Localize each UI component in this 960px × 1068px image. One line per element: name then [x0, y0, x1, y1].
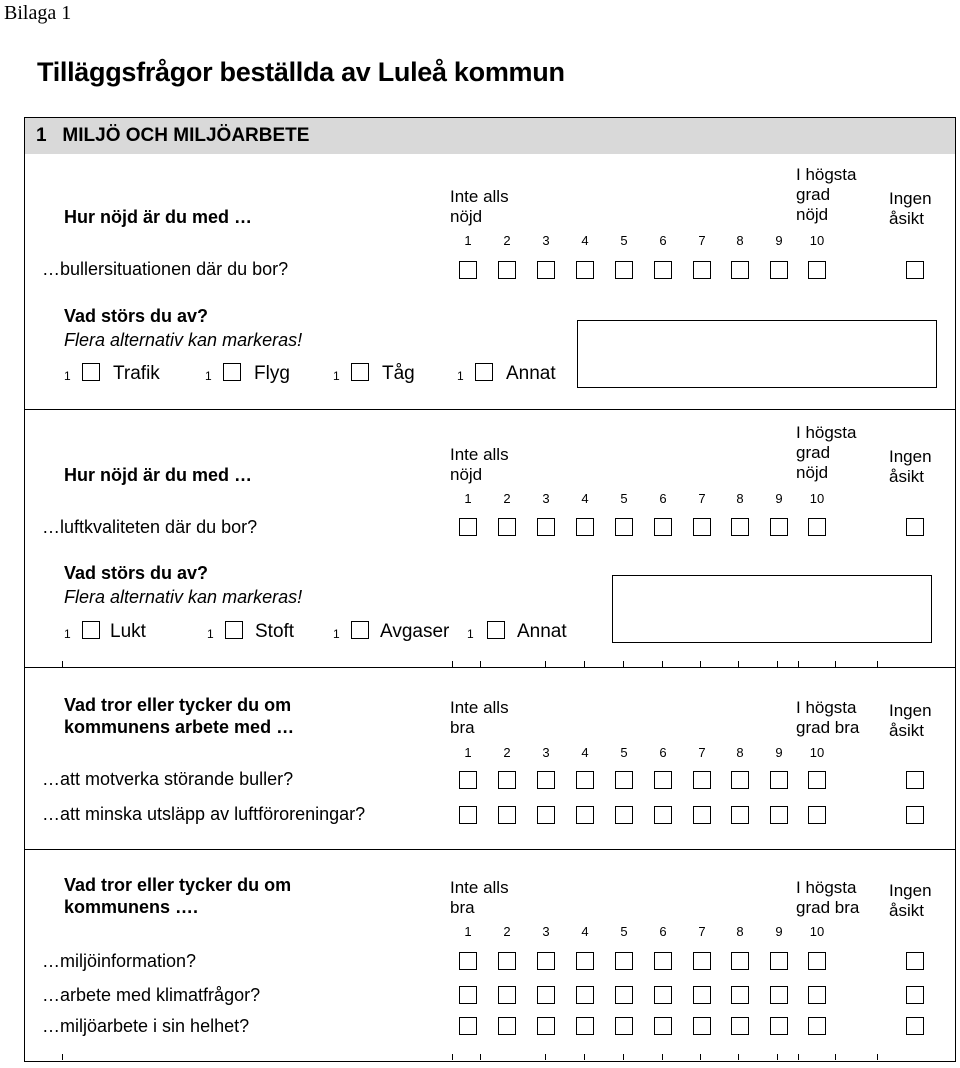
no-opinion-checkbox[interactable]	[906, 518, 924, 536]
scale-number: 10	[809, 233, 825, 248]
scale-number: 3	[542, 924, 550, 939]
rating-checkbox-4[interactable]	[576, 261, 594, 279]
rating-checkbox-10[interactable]	[808, 518, 826, 536]
ruler-tick	[662, 661, 663, 667]
rating-checkbox-4[interactable]	[576, 518, 594, 536]
rating-checkbox-4[interactable]	[576, 806, 594, 824]
scale-number: 3	[542, 233, 550, 248]
scale-number: 5	[620, 491, 628, 506]
scale-number: 2	[503, 233, 511, 248]
question-item: …att motverka störande buller?	[42, 769, 294, 789]
disturbance-question: Vad störs du av?	[64, 563, 209, 583]
option-code: 1	[457, 369, 464, 383]
no-opinion-checkbox[interactable]	[906, 261, 924, 279]
scale-number: 2	[503, 745, 511, 760]
rating-checkbox-6[interactable]	[654, 952, 672, 970]
option-label-trafik: Trafik	[113, 363, 160, 384]
rating-checkbox-9[interactable]	[770, 1017, 788, 1035]
rating-checkbox-8[interactable]	[731, 806, 749, 824]
no-opinion-checkbox[interactable]	[906, 952, 924, 970]
scale-no-opinion-label: Ingen åsikt	[889, 447, 932, 486]
scale-number: 10	[809, 924, 825, 939]
option-label-flyg: Flyg	[254, 363, 290, 384]
rating-checkbox-9[interactable]	[770, 806, 788, 824]
ruler-tick	[877, 661, 878, 667]
block-divider	[25, 849, 955, 850]
scale-number: 1	[464, 233, 472, 248]
rating-checkbox-7[interactable]	[693, 1017, 711, 1035]
rating-checkbox-9[interactable]	[770, 986, 788, 1004]
scale-number: 8	[736, 491, 744, 506]
scale-number: 7	[698, 233, 706, 248]
scale-low-label: Inte alls nöjd	[450, 445, 509, 484]
rating-checkbox-5[interactable]	[615, 261, 633, 279]
page-title: Tilläggsfrågor beställda av Luleå kommun	[37, 57, 565, 87]
scale-low-label: Inte alls nöjd	[450, 187, 509, 226]
rating-checkbox-2[interactable]	[498, 771, 516, 789]
rating-checkbox-2[interactable]	[498, 261, 516, 279]
rating-checkbox-3[interactable]	[537, 261, 555, 279]
ruler-tick	[62, 661, 63, 667]
rating-checkbox-1[interactable]	[459, 1017, 477, 1035]
rating-checkbox-8[interactable]	[731, 261, 749, 279]
rating-checkbox-10[interactable]	[808, 261, 826, 279]
option-code: 1	[467, 627, 474, 641]
rating-checkbox-6[interactable]	[654, 986, 672, 1004]
ruler-tick	[480, 1054, 481, 1060]
rating-checkbox-1[interactable]	[459, 952, 477, 970]
rating-checkbox-7[interactable]	[693, 771, 711, 789]
other-text-box[interactable]	[612, 575, 932, 643]
rating-checkbox-2[interactable]	[498, 952, 516, 970]
scale-number: 4	[581, 491, 589, 506]
rating-checkbox-3[interactable]	[537, 806, 555, 824]
question-item: …att minska utsläpp av luftföroreningar?	[42, 804, 366, 824]
scale-no-opinion-label: Ingen åsikt	[889, 189, 932, 228]
scale-number: 10	[809, 491, 825, 506]
ruler-tick	[777, 1054, 778, 1060]
ruler-tick	[623, 1054, 624, 1060]
scale-number: 8	[736, 924, 744, 939]
ruler-tick	[62, 1054, 63, 1060]
block-divider	[25, 667, 955, 668]
rating-checkbox-5[interactable]	[615, 1017, 633, 1035]
rating-checkbox-7[interactable]	[693, 952, 711, 970]
ruler-tick	[545, 1054, 546, 1060]
option-label-lukt: Lukt	[110, 621, 146, 642]
option-code: 1	[64, 369, 71, 383]
section-heading	[36, 125, 309, 147]
option-checkbox-avgaser[interactable]	[351, 621, 369, 639]
ruler-tick	[584, 661, 585, 667]
rating-checkbox-7[interactable]	[693, 261, 711, 279]
scale-low-label: Inte alls bra	[450, 878, 509, 917]
rating-checkbox-9[interactable]	[770, 771, 788, 789]
rating-checkbox-3[interactable]	[537, 518, 555, 536]
rating-checkbox-5[interactable]	[615, 952, 633, 970]
scale-number: 3	[542, 491, 550, 506]
rating-checkbox-8[interactable]	[731, 952, 749, 970]
scale-high-label: I högsta grad bra	[796, 698, 860, 737]
scale-number: 4	[581, 745, 589, 760]
ruler-tick	[700, 661, 701, 667]
rating-checkbox-1[interactable]	[459, 986, 477, 1004]
scale-number: 7	[698, 491, 706, 506]
rating-checkbox-8[interactable]	[731, 986, 749, 1004]
scale-number: 6	[659, 233, 667, 248]
scale-number: 9	[775, 233, 783, 248]
rating-checkbox-3[interactable]	[537, 952, 555, 970]
ruler-tick	[700, 1054, 701, 1060]
no-opinion-checkbox[interactable]	[906, 1017, 924, 1035]
rating-checkbox-9[interactable]	[770, 952, 788, 970]
no-opinion-checkbox[interactable]	[906, 771, 924, 789]
scale-number: 2	[503, 924, 511, 939]
scale-number: 6	[659, 924, 667, 939]
option-label-tag: Tåg	[382, 363, 415, 384]
rating-checkbox-5[interactable]	[615, 518, 633, 536]
section-title: MILJÖ OCH MILJÖARBETE	[62, 125, 310, 146]
rating-checkbox-10[interactable]	[808, 986, 826, 1004]
option-label-avgaser: Avgaser	[380, 621, 450, 642]
scale-number: 8	[736, 745, 744, 760]
rating-checkbox-2[interactable]	[498, 1017, 516, 1035]
scale-number: 3	[542, 745, 550, 760]
ruler-tick	[835, 661, 836, 667]
rating-checkbox-5[interactable]	[615, 986, 633, 1004]
rating-checkbox-1[interactable]	[459, 518, 477, 536]
rating-checkbox-2[interactable]	[498, 986, 516, 1004]
scale-number: 5	[620, 745, 628, 760]
ruler-tick	[798, 661, 799, 667]
rating-checkbox-6[interactable]	[654, 1017, 672, 1035]
scale-high-label: I högsta grad nöjd	[796, 423, 857, 482]
question-item: …arbete med klimatfrågor?	[42, 985, 261, 1005]
scale-number: 5	[620, 233, 628, 248]
scale-number: 4	[581, 233, 589, 248]
rating-checkbox-10[interactable]	[808, 806, 826, 824]
option-checkbox-lukt[interactable]	[82, 621, 100, 639]
ruler-tick	[452, 661, 453, 667]
rating-checkbox-2[interactable]	[498, 518, 516, 536]
scale-number: 7	[698, 924, 706, 939]
rating-checkbox-1[interactable]	[459, 806, 477, 824]
scale-number: 2	[503, 491, 511, 506]
scale-number: 9	[775, 745, 783, 760]
option-checkbox-stoft[interactable]	[225, 621, 243, 639]
scale-number: 10	[809, 745, 825, 760]
option-checkbox-tag[interactable]	[351, 363, 369, 381]
scale-number: 6	[659, 745, 667, 760]
rating-checkbox-3[interactable]	[537, 986, 555, 1004]
option-checkbox-trafik[interactable]	[82, 363, 100, 381]
question-item: …bullersituationen där du bor?	[42, 259, 289, 279]
ruler-tick	[623, 661, 624, 667]
option-code: 1	[333, 627, 340, 641]
block-divider	[25, 409, 955, 410]
satisfaction-question: Hur nöjd är du med …	[64, 207, 253, 227]
question-item: …luftkvaliteten där du bor?	[42, 517, 258, 537]
ruler-tick	[662, 1054, 663, 1060]
rating-checkbox-9[interactable]	[770, 261, 788, 279]
option-code: 1	[64, 627, 71, 641]
option-checkbox-annat[interactable]	[475, 363, 493, 381]
rating-checkbox-7[interactable]	[693, 806, 711, 824]
rating-checkbox-4[interactable]	[576, 771, 594, 789]
disturbance-hint: Flera alternativ kan markeras!	[64, 587, 303, 607]
rating-checkbox-1[interactable]	[459, 771, 477, 789]
option-code: 1	[207, 627, 214, 641]
ruler-tick	[798, 1054, 799, 1060]
question-item: …miljöinformation?	[42, 951, 197, 971]
rating-checkbox-8[interactable]	[731, 1017, 749, 1035]
section-number: 1	[36, 125, 47, 146]
ruler-tick	[480, 661, 481, 667]
rating-checkbox-6[interactable]	[654, 771, 672, 789]
rating-checkbox-10[interactable]	[808, 952, 826, 970]
no-opinion-checkbox[interactable]	[906, 806, 924, 824]
option-code: 1	[333, 369, 340, 383]
option-checkbox-flyg[interactable]	[223, 363, 241, 381]
rating-checkbox-2[interactable]	[498, 806, 516, 824]
rating-checkbox-3[interactable]	[537, 1017, 555, 1035]
scale-number: 1	[464, 745, 472, 760]
rating-checkbox-4[interactable]	[576, 1017, 594, 1035]
rating-checkbox-6[interactable]	[654, 261, 672, 279]
scale-number: 9	[775, 924, 783, 939]
assessment-question: Vad tror eller tycker du om kommunens arbete med …	[64, 695, 295, 737]
rating-checkbox-8[interactable]	[731, 518, 749, 536]
rating-checkbox-10[interactable]	[808, 771, 826, 789]
rating-checkbox-6[interactable]	[654, 806, 672, 824]
option-label-annat: Annat	[517, 621, 567, 642]
option-label-annat: Annat	[506, 363, 556, 384]
scale-number: 1	[464, 491, 472, 506]
disturbance-hint: Flera alternativ kan markeras!	[64, 330, 303, 350]
attachment-label: Bilaga 1	[4, 2, 72, 24]
ruler-tick	[452, 1054, 453, 1060]
ruler-tick	[738, 661, 739, 667]
scale-low-label: Inte alls bra	[450, 698, 509, 737]
ruler-tick	[584, 1054, 585, 1060]
ruler-tick	[877, 1054, 878, 1060]
question-item: …miljöarbete i sin helhet?	[42, 1016, 250, 1036]
rating-checkbox-1[interactable]	[459, 261, 477, 279]
scale-number: 9	[775, 491, 783, 506]
scale-number: 7	[698, 745, 706, 760]
scale-high-label: I högsta grad bra	[796, 878, 860, 917]
scale-high-label: I högsta grad nöjd	[796, 165, 857, 224]
scale-number: 5	[620, 924, 628, 939]
option-code: 1	[205, 369, 212, 383]
rating-checkbox-4[interactable]	[576, 986, 594, 1004]
assessment-question: Vad tror eller tycker du om kommunens ….	[64, 875, 292, 917]
satisfaction-question: Hur nöjd är du med …	[64, 465, 253, 485]
rating-checkbox-4[interactable]	[576, 952, 594, 970]
no-opinion-checkbox[interactable]	[906, 986, 924, 1004]
scale-number: 1	[464, 924, 472, 939]
ruler-tick	[835, 1054, 836, 1060]
disturbance-question: Vad störs du av?	[64, 306, 209, 326]
scale-no-opinion-label: Ingen åsikt	[889, 881, 932, 920]
ruler-tick	[545, 661, 546, 667]
rating-checkbox-5[interactable]	[615, 771, 633, 789]
scale-number: 8	[736, 233, 744, 248]
rating-checkbox-6[interactable]	[654, 518, 672, 536]
option-checkbox-annat[interactable]	[487, 621, 505, 639]
rating-checkbox-7[interactable]	[693, 986, 711, 1004]
ruler-tick	[738, 1054, 739, 1060]
scale-no-opinion-label: Ingen åsikt	[889, 701, 932, 740]
scale-number: 4	[581, 924, 589, 939]
rating-checkbox-5[interactable]	[615, 806, 633, 824]
ruler-tick	[777, 661, 778, 667]
rating-checkbox-7[interactable]	[693, 518, 711, 536]
rating-checkbox-3[interactable]	[537, 771, 555, 789]
rating-checkbox-8[interactable]	[731, 771, 749, 789]
scale-number: 6	[659, 491, 667, 506]
other-text-box[interactable]	[577, 320, 937, 388]
option-label-stoft: Stoft	[255, 621, 295, 642]
rating-checkbox-10[interactable]	[808, 1017, 826, 1035]
rating-checkbox-9[interactable]	[770, 518, 788, 536]
